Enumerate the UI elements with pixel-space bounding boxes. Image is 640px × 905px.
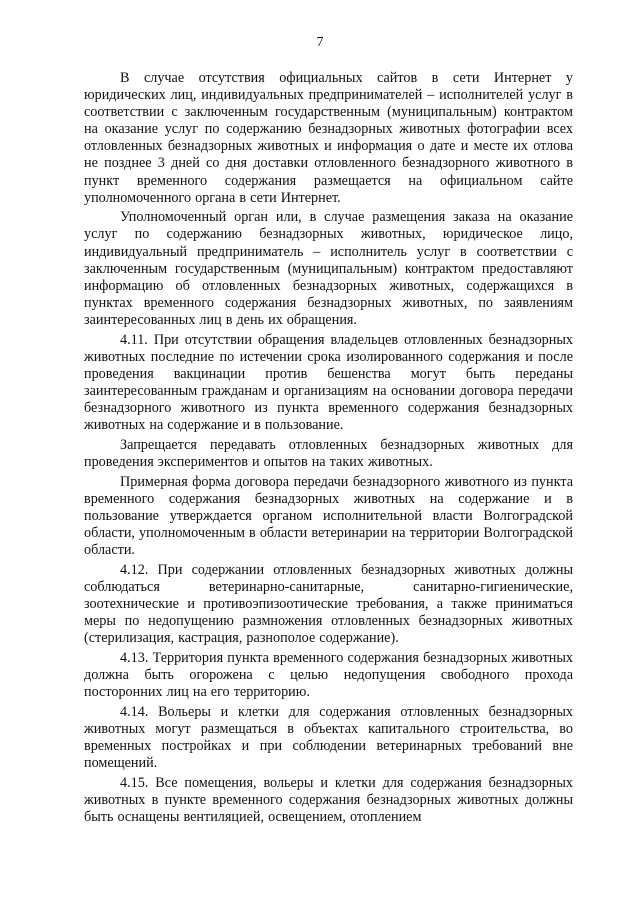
paragraph-4-14: 4.14. Вольеры и клетки для содержания отловленных безнадзорных животных могут размещаться в объектах капитального строительства, во временных постройках и при соблюдении ветеринарных требований вне помещений. [84,703,573,771]
paragraph-authorized-body-info: Уполномоченный орган или, в случае размещения заказа на оказание услуг по содержанию безнадзорных животных, юридическое лицо, индивидуальный предприниматель – исполнитель услуг в соответствии с заключенным государственным (муниципальным) контрактом предоставляют информацию об отловленных безнадзорных животных, содержащихся в пунктах временного содержания безнадзорных животных, по заявлениям заинтересованных лиц в день их обращения. [84,209,573,328]
paragraph-4-12: 4.12. При содержании отловленных безнадзорных животных должны соблюдаться ветеринарно-санитарные, санитарно-гигиенические, зоотехнические и противоэпизоотические требования, а также приниматься меры по недопущению размножения отловленных безнадзорных животных (стерилизация, кастрация, разнополое содержание). [84,561,573,646]
paragraph-4-15: 4.15. Все помещения, вольеры и клетки для содержания безнадзорных животных в пункте временного содержания безнадзорных животных должны быть оснащены вентиляцией, освещением, отоплением [84,774,573,825]
paragraph-experiment-ban: Запрещается передавать отловленных безнадзорных животных для проведения экспериментов и опытов на таких животных. [84,436,573,470]
paragraph-contract-form: Примерная форма договора передачи безнадзорного животного из пункта временного содержания безнадзорных животных на содержание и в пользование утверждается органом исполнительной власти Волгоградской области, уполномоченным в области ветеринарии на территории Волгоградской области. [84,473,573,558]
document-body [84,70,573,828]
paragraph-website-absence: В случае отсутствия официальных сайтов в сети Интернет у юридических лиц, индивидуальных предпринимателей – исполнителей услуг в соответствии с заключенным государственным (муниципальным) контрактом на оказание услуг по содержанию безнадзорных животных фотографии всех отловленных безнадзорных животных и информация о дате и месте их отлова не позднее 3 дней со дня доставки отловленного безнадзорного животного в пункт временного содержания размещается на официальном сайте уполномоченного органа в сети Интернет. [84,70,573,206]
paragraph-4-13: 4.13. Территория пункта временного содержания безнадзорных животных должна быть огорожена с целью недопущения свободного прохода посторонних лиц на его территорию. [84,649,573,700]
paragraph-4-11: 4.11. При отсутствии обращения владельцев отловленных безнадзорных животных последние по истечении срока изолированного содержания и после проведения вакцинации против бешенства могут быть переданы заинтересованным гражданам и организациям на основании договора передачи безнадзорного животного из пункта временного содержания безнадзорных животных на содержание и в пользование. [84,331,573,434]
page-number: 7 [316,35,324,50]
